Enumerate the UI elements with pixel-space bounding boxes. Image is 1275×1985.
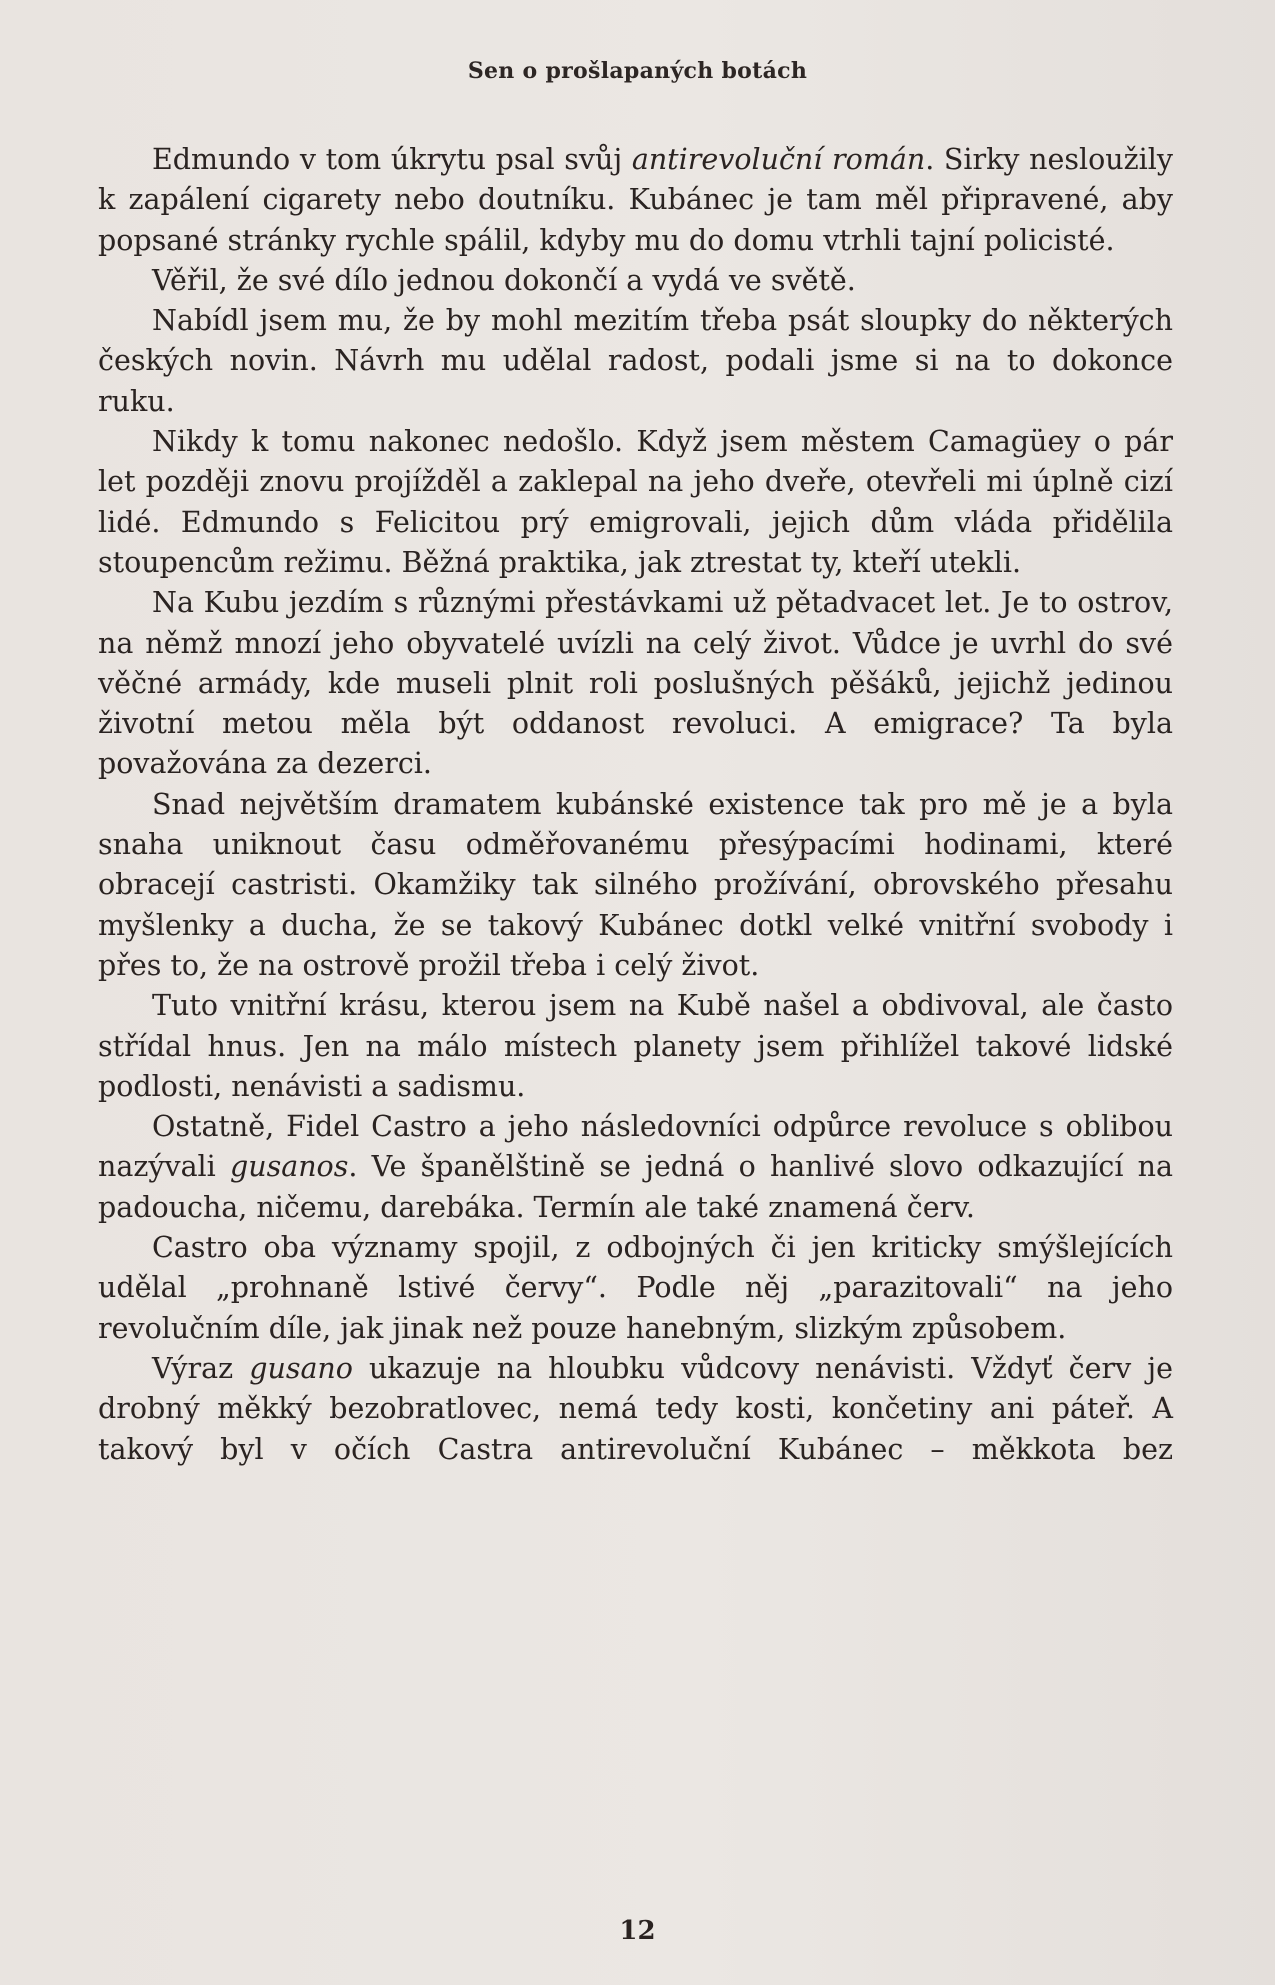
running-head: Sen o prošlapaných botách bbox=[467, 58, 808, 84]
text-run: Ostatně, Fidel Castro a jeho následovníci odpůrce revoluce s oblibou nazývali bbox=[98, 1110, 1173, 1184]
text-run: Na Kubu jezdím s různými přestávkami už pětadvacet let. Je to ostrov, na němž mnozí jeho obyvatelé uvízli na celý život. Vůdce je uvrhl do své věčné armády, kde museli plnit roli poslušných pěšáků, jejichž jedinou životní metou měla být oddanost revoluci. A emigrace? Ta byla považována za dezerci. bbox=[98, 586, 1173, 781]
italic-term: antirevoluční román bbox=[631, 143, 926, 176]
paragraph bbox=[98, 261, 1173, 301]
text-run: Nabídl jsem mu, že by mohl mezitím třeba psát sloupky do některých českých novin. Návrh mu udělal radost, podali jsme si na to dokonce ruku. bbox=[98, 304, 1173, 418]
italic-term: gusano bbox=[249, 1351, 353, 1385]
text-run: Nikdy k tomu nakonec nedošlo. Když jsem městem Camagüey o pár let později znovu projížděl a zaklepal na jeho dveře, otevřeli mi úplně cizí lidé. Edmundo s Felicitou prý emigrovali, jejich dům vláda přidělila stoupencům režimu. Běžná praktika, jak ztrestat ty, kteří utekli. bbox=[98, 425, 1173, 579]
text-run: Edmundo v tom úkrytu psal svůj bbox=[152, 143, 632, 176]
text-run: Tuto vnitřní krásu, kterou jsem na Kubě našel a obdivoval, ale často střídal hnus. Jen na málo místech planety jsem přihlížel takové lidské podlosti, nenávisti a sadismu. bbox=[98, 989, 1173, 1103]
paragraph bbox=[98, 986, 1173, 1107]
text-run: Výraz bbox=[152, 1351, 250, 1385]
page-number: 12 bbox=[619, 1916, 656, 1946]
text-run: Castro oba významy spojil, z odbojných či jen kriticky smýšlejících udělal „prohnaně lstivé červy“. Podle něj „parazitovali“ na jeho revolučním díle, jak jinak než pouze hanebným, slizkým způsobem. bbox=[98, 1231, 1173, 1345]
paragraph bbox=[98, 422, 1173, 583]
body-text bbox=[98, 140, 1173, 1470]
text-run: Snad největším dramatem kubánské existence tak pro mě je a byla snaha uniknout času odměřovanému přesýpacími hodinami, které obracejí castristi. Okamžiky tak silného prožívání, obrovského přesahu myšlenky a ducha, že se takový Kubánec dotkl velké vnitřní svobody i přes to, že na ostrově prožil třeba i celý život. bbox=[98, 787, 1173, 982]
paragraph bbox=[98, 583, 1173, 784]
paragraph bbox=[98, 785, 1173, 986]
italic-term: gusanos bbox=[229, 1150, 349, 1184]
text-run: . Sirky nesloužily k zapálení cigarety nebo doutníku. Kubánec je tam měl připravené, aby popsané stránky rychle spálil, kdyby mu do domu vtrhli tajní policisté. bbox=[98, 143, 1173, 257]
text-run: Věřil, že své dílo jednou dokončí a vydá ve světě. bbox=[152, 263, 856, 297]
text-run: . Ve španělštině se jedná o hanlivé slovo odkazující na padoucha, ničemu, darebáka. Termín ale také znamená červ. bbox=[98, 1150, 1173, 1224]
text-run: ukazuje na hloubku vůdcovy nenávisti. Vždyť červ je drobný měkký bezobratlovec, nemá tedy kosti, končetiny ani páteř. A takový byl v očích Castra antirevoluční Kubánec – měkkota bez bbox=[98, 1351, 1173, 1466]
paragraph bbox=[98, 1228, 1173, 1349]
paragraph bbox=[98, 301, 1173, 422]
paragraph bbox=[98, 140, 1173, 261]
paragraph bbox=[98, 1107, 1173, 1228]
paragraph bbox=[98, 1349, 1173, 1470]
